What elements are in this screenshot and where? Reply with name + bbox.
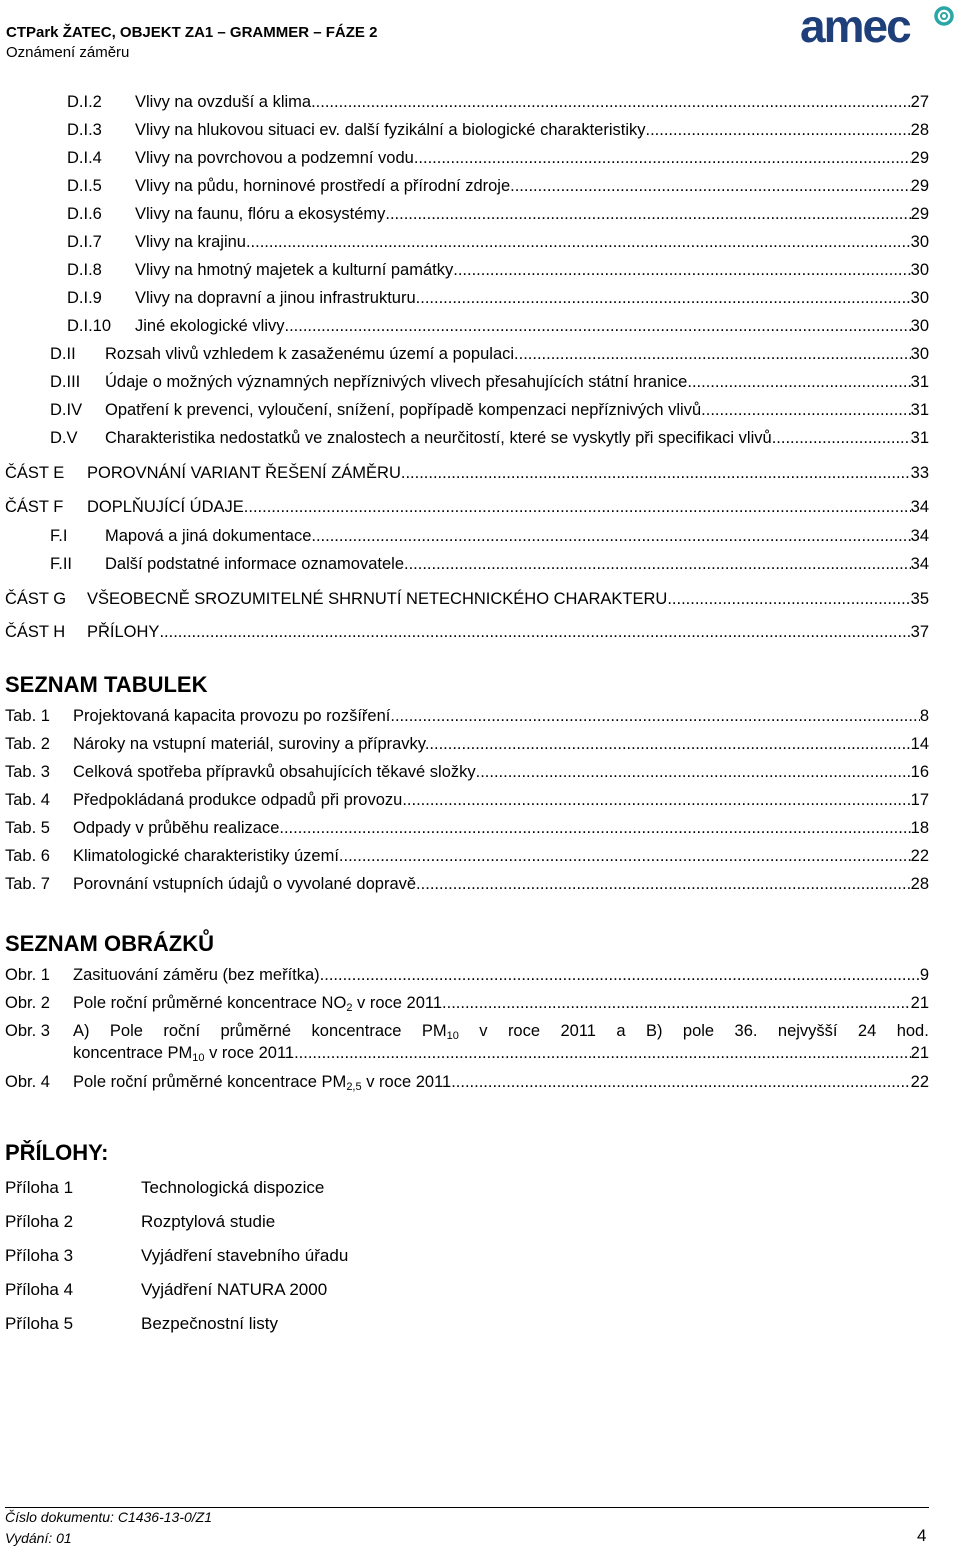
toc-entry[interactable] [50,553,929,575]
toc-page: 33 [910,464,929,482]
page-number: 4 [917,1526,927,1545]
page-header [6,4,958,64]
toc-number: D.V [50,429,78,447]
header-subtitle: Oznámení záměru [6,44,130,61]
figure-page: 9 [919,966,929,984]
toc-entry[interactable] [5,462,929,484]
attachment-text: Vyjádření NATURA 2000 [141,1280,328,1299]
toc-text: Vlivy na hmotný majetek a kulturní památky [135,261,454,279]
logo-text: amec [800,4,910,48]
toc-text: Jiné ekologické vlivy [135,317,285,335]
table-number: Tab. 6 [5,847,50,865]
toc-entry[interactable] [50,525,929,547]
figure-entry[interactable] [5,992,929,1014]
attachment-label: Příloha 5 [5,1314,74,1333]
table-page: 8 [919,707,929,725]
toc-number: ČÁST H [5,623,66,641]
table-text: Odpady v průběhu realizace. [73,819,284,837]
toc-text: Rozsah vlivů vzhledem k zasaženému území a populaci [105,345,515,363]
toc-entry[interactable] [67,203,929,225]
toc-entry[interactable] [5,496,929,518]
attachment-label: Příloha 2 [5,1212,74,1231]
toc-page: 29 [910,149,929,167]
toc-number: D.I.2 [67,93,102,111]
toc-text: Vlivy na faunu, flóru a ekosystémy [135,205,386,223]
figure-text: Pole roční průměrné koncentrace $PM_{2,5}$ v roce 2011 [73,1073,452,1093]
toc-page: 35 [910,590,929,608]
toc-page: 30 [910,317,929,335]
toc-number: D.I.8 [67,261,102,279]
figures-heading: SEZNAM OBRÁZKŮ [5,931,214,956]
attachment-text: Technologická dispozice [141,1178,325,1197]
toc-page: 31 [910,373,929,391]
table-text: Projektovaná kapacita provozu po rozšíření. [73,707,395,725]
figure-text-line1: A) Pole roční průměrné koncentrace $PM_{10}$ v roce 2011 a B) pole 36. nejvyšší 24 hod. [73,1022,929,1042]
footer-divider [5,1507,929,1508]
toc-number: F.I [50,527,68,545]
footer-document-number: Číslo dokumentu: C1436-13-0/Z1 [5,1509,212,1525]
table-text: Celková spotřeba přípravků obsahujících těkavé složky [73,763,476,781]
table-entry[interactable] [5,873,929,895]
table-text: Porovnání vstupních údajů o vyvolané dopravě. [73,875,421,893]
figure-number: Obr. 2 [5,994,50,1012]
table-entry[interactable] [5,817,929,839]
toc-page: 31 [910,429,929,447]
toc-text: Vlivy na krajinu [135,233,246,251]
table-number: Tab. 4 [5,791,50,809]
toc-text: Vlivy na dopravní a jinou infrastrukturu [135,289,416,307]
figure-number: Obr. 4 [5,1073,50,1091]
footer-version: Vydání: 01 [5,1530,72,1546]
toc-entry[interactable] [67,259,929,281]
toc-entry[interactable] [50,371,929,393]
toc-text: Charakteristika nedostatků ve znalostech a neurčitostí, které se vyskytly při specifikaci vlivů [105,429,772,447]
attachment-label: Příloha 1 [5,1178,74,1197]
tables-heading: SEZNAM TABULEK [5,672,208,697]
toc-page: 30 [910,345,929,363]
table-entry[interactable] [5,845,929,867]
toc-number: D.I.10 [67,317,112,335]
toc-number: D.I.7 [67,233,102,251]
figure-entry[interactable] [5,1020,929,1064]
table-number: Tab. 3 [5,763,50,781]
table-page: 22 [910,847,929,865]
toc-entry[interactable] [5,588,929,610]
attachment-text: Vyjádření stavebního úřadu [141,1246,349,1265]
toc-page: 31 [910,401,929,419]
table-entry[interactable] [5,761,929,783]
table-page: 17 [910,791,929,809]
toc-entry[interactable] [67,91,929,113]
toc-page: 34 [910,527,929,545]
toc-page: 27 [910,93,929,111]
figure-text: Zasituování záměru (bez meřítka) [73,966,320,984]
toc-page: 37 [910,623,929,641]
toc-page: 30 [910,261,929,279]
table-text: Klimatologické charakteristiky území. [73,847,344,865]
toc-number: D.I.9 [67,289,102,307]
toc-text: Údaje o možných významných nepříznivých vlivech přesahujících státní hranice [105,373,688,391]
toc-entry[interactable] [50,399,929,421]
toc-entry[interactable] [67,119,929,141]
table-page: 14 [910,735,929,753]
table-page: 16 [910,763,929,781]
attachment-label: Příloha 4 [5,1280,74,1299]
toc-page: 29 [910,177,929,195]
figure-text: Pole roční průměrné koncentrace $NO_2$ v roce 2011 [73,994,443,1014]
table-number: Tab. 1 [5,707,50,725]
attachment-label: Příloha 3 [5,1246,74,1265]
table-number: Tab. 7 [5,875,50,893]
figure-page: 22 [910,1073,929,1091]
toc-number: ČÁST E [5,464,65,482]
attachment-text: Rozptylová studie [141,1212,276,1231]
figure-text-line2: koncentrace $PM_{10}$ v roce 2011 ..... 21 [73,1042,929,1064]
amec-logo [798,4,958,48]
toc-number: F.II [50,555,73,573]
header-title: CTPark ŽATEC, OBJEKT ZA1 – GRAMMER – FÁZE 2 [6,24,378,41]
figure-number: Obr. 3 [5,1022,50,1040]
table-text: Předpokládaná produkce odpadů při provozu. [73,791,407,809]
table-page: 18 [910,819,929,837]
toc-number: D.I.5 [67,177,102,195]
table-entry[interactable] [5,733,929,755]
toc-entry[interactable] [50,427,929,449]
toc-entry[interactable] [67,175,929,197]
toc-number: D.I.6 [67,205,102,223]
toc-text: Opatření k prevenci, vyloučení, snížení, popřípadě kompenzaci nepříznivých vlivů [105,401,702,419]
table-number: Tab. 2 [5,735,50,753]
toc-text: PŘÍLOHY [87,623,160,641]
toc-text: POROVNÁNÍ VARIANT ŘEŠENÍ ZÁMĚRU [87,464,401,482]
toc-text: Další podstatné informace oznamovatele [105,555,404,573]
figure-page: 21 [910,1044,929,1062]
toc-entry[interactable] [67,315,929,337]
figure-number: Obr. 1 [5,966,50,984]
table-text: Nároky na vstupní materiál, suroviny a přípravky. [73,735,430,753]
toc-page: 34 [910,555,929,573]
toc-page: 29 [910,205,929,223]
toc-entry[interactable] [5,621,929,643]
table-entry[interactable] [5,789,929,811]
toc-entry[interactable] [67,147,929,169]
toc-number: D.I.4 [67,149,102,167]
toc-number: D.I.3 [67,121,102,139]
toc-page: 30 [910,233,929,251]
toc-text: Vlivy na povrchovou a podzemní vodu [135,149,414,167]
toc-page: 34 [910,498,929,516]
attachment-text: Bezpečnostní listy [141,1314,279,1333]
figure-entry[interactable] [5,964,929,986]
figure-page: 21 [910,994,929,1012]
table-page: 28 [910,875,929,893]
toc-text: Mapová a jiná dokumentace [105,527,312,545]
toc-text: Vlivy na půdu, horninové prostředí a přírodní zdroje [135,177,511,195]
figure-entry[interactable] [5,1071,929,1093]
toc-entry[interactable] [67,287,929,309]
toc-number: D.IV [50,401,83,419]
toc-text: Vlivy na ovzduší a klima [135,93,312,111]
toc-text: Vlivy na hlukovou situaci ev. další fyzikální a biologické charakteristiky [135,121,646,139]
toc-text: VŠEOBECNĚ SROZUMITELNÉ SHRNUTÍ NETECHNICKÉHO CHARAKTERU [87,590,668,608]
toc-entry[interactable] [50,343,929,365]
toc-page: 28 [910,121,929,139]
toc-entry[interactable] [67,231,929,253]
toc-page: 30 [910,289,929,307]
toc-number: ČÁST G [5,590,67,608]
table-number: Tab. 5 [5,819,50,837]
toc-number: D.II [50,345,76,363]
attachments-heading: PŘÍLOHY: [5,1140,109,1165]
toc-text: DOPLŇUJÍCÍ ÚDAJE [87,498,244,516]
toc-number: D.III [50,373,81,391]
toc-number: ČÁST F [5,498,64,516]
table-entry[interactable] [5,705,929,727]
